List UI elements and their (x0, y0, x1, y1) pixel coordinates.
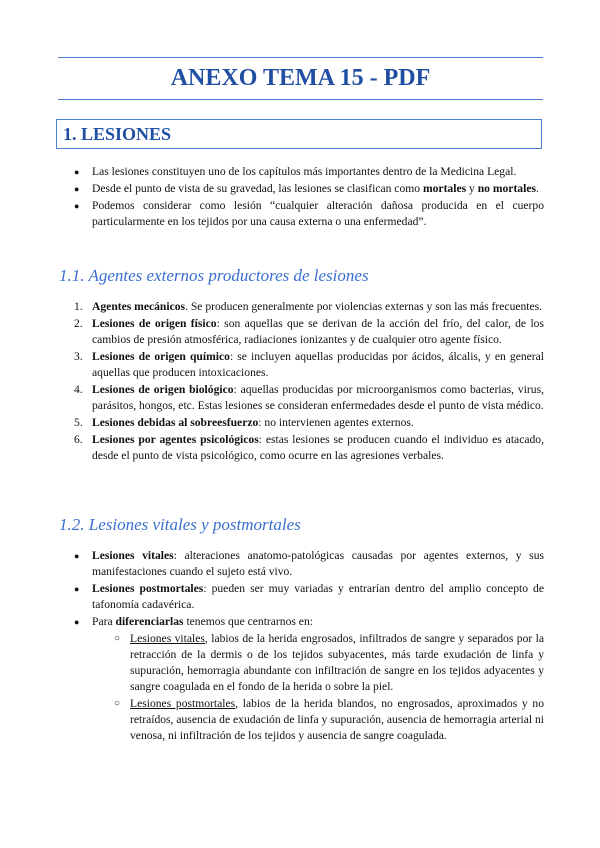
bullet-disc-icon: ● (74, 184, 80, 194)
list-item (58, 631, 544, 695)
list-item (58, 581, 544, 613)
bold-text: Lesiones de origen químico (92, 350, 230, 363)
list-number: 4. (74, 383, 83, 396)
bold-text: Lesiones de origen físico (92, 317, 217, 330)
text: Podemos considerar como lesión “cualquier alteración dañosa producida en el cuerpo particularmente en los tejidos por una causa externa o una enfermedad”. (92, 199, 544, 228)
list-item (58, 164, 544, 180)
bold-text: Agentes mecánicos (92, 300, 186, 313)
title-bottom-rule (58, 99, 543, 100)
text: y (466, 182, 478, 195)
bullet-disc-icon: ● (74, 551, 80, 561)
list-item (58, 696, 544, 744)
bullet-list (58, 164, 544, 230)
text: Para (92, 615, 116, 628)
list-item (58, 349, 544, 381)
section11-numbered-list (58, 299, 544, 465)
list-item (58, 415, 544, 431)
list-item (58, 316, 544, 348)
bullet-circle-icon: ○ (114, 698, 121, 709)
text: : estas lesiones se producen cuando el individuo es atacado, desde el punto de vista psicológico, como ocurre en las agresiones verbales. (92, 433, 544, 462)
text: Desde el punto de vista de su gravedad, las lesiones se clasifican como (92, 182, 423, 195)
bullet-disc-icon: ● (74, 167, 80, 177)
list-item (58, 548, 544, 580)
bold-text: Lesiones postmortales (92, 582, 204, 595)
bold-text: Lesiones de origen biológico (92, 383, 234, 396)
title-top-rule (58, 57, 543, 58)
sub-bullet-list (58, 631, 544, 744)
list-number: 6. (74, 433, 83, 446)
list-item (58, 299, 544, 315)
section-heading: 1. LESIONES (63, 124, 172, 144)
bold-text: Lesiones debidas al sobreesfuerzo (92, 416, 259, 429)
text: : aquellas producidas por microorganismos como bacterias, virus, parásitos, hongos, etc. Estas lesiones se consideran enfermedades desde el punto de vista médico. (92, 383, 544, 412)
text: Las lesiones constituyen uno de los capítulos más importantes dentro de la Medicina Legal. (92, 165, 517, 178)
list-item (58, 181, 544, 197)
text: . Se producen generalmente por violencias externas y son las más frecuentes. (185, 300, 543, 313)
section1-bullet-list (58, 164, 544, 231)
text: tenemos que centrarnos en: (183, 615, 313, 628)
list-item (58, 432, 544, 464)
text: : no intervienen agentes externos. (258, 416, 414, 429)
bullet-disc-icon: ● (74, 201, 80, 211)
text: . (535, 182, 539, 195)
text: , labios de la herida engrosados, infiltrados de sangre y separados por la retracción de la dermis o de los tejidos subyacentes, más tarde exudación de linfa y supuración, hemorragia abundante con infiltración de sangre en los tejidos adyacentes y sangre coagulada en el fondo de la herida o sobre la piel. (130, 632, 545, 693)
list-number: 3. (74, 350, 83, 363)
bold-text: Lesiones por agentes psicológicos (92, 433, 259, 446)
bullet-list (58, 548, 544, 630)
text: : alteraciones anatomo-patológicas causadas por agentes externos, y sus manifestaciones cuando el sujeto está vivo. (92, 549, 544, 578)
document-title: ANEXO TEMA 15 - PDF (170, 65, 431, 91)
numbered-list (58, 299, 544, 464)
list-number: 2. (74, 317, 83, 330)
bullet-circle-icon: ○ (114, 633, 121, 644)
bullet-disc-icon: ● (74, 617, 80, 627)
bold-text: no mortales (477, 182, 536, 195)
bold-text: Lesiones vitales (92, 549, 174, 562)
text: : son aquellas que se derivan de la acción del frío, del calor, de los cambios de presión atmosférica, radiaciones ionizantes y de cualquier otro agente físico. (92, 317, 544, 346)
text: , labios de la herida blandos, no engrosados, aproximados y no retraídos, ausencia de exudación de linfa y supuración, ausencia de hemorragia arterial ni venosa, ni infiltración de los tejidos y ausencia de sangre coagulada. (130, 697, 545, 742)
bold-text: mortales (422, 182, 467, 195)
list-item (58, 198, 544, 230)
underlined-text: Lesiones postmortales (130, 697, 236, 710)
text: : se incluyen aquellas producidas por ácidos, álcalis, y en general aquellas que producen intoxicaciones. (92, 350, 545, 379)
underlined-text: Lesiones vitales (130, 632, 205, 645)
bold-text: diferenciarlas (115, 615, 184, 628)
list-item (58, 614, 544, 630)
list-item (58, 382, 544, 414)
list-number: 1. (74, 300, 83, 313)
subsection-heading-1-2: 1.2. Lesiones vitales y postmortales (59, 515, 301, 534)
list-number: 5. (74, 416, 83, 429)
bullet-disc-icon: ● (74, 584, 80, 594)
section12-bullet-list (58, 548, 544, 745)
subsection-heading-1-1: 1.1. Agentes externos productores de lesiones (59, 266, 369, 285)
section-heading-box (56, 119, 542, 149)
text: : pueden ser muy variadas y entrarían dentro del amplio concepto de tafonomía cadavérica. (92, 582, 544, 611)
